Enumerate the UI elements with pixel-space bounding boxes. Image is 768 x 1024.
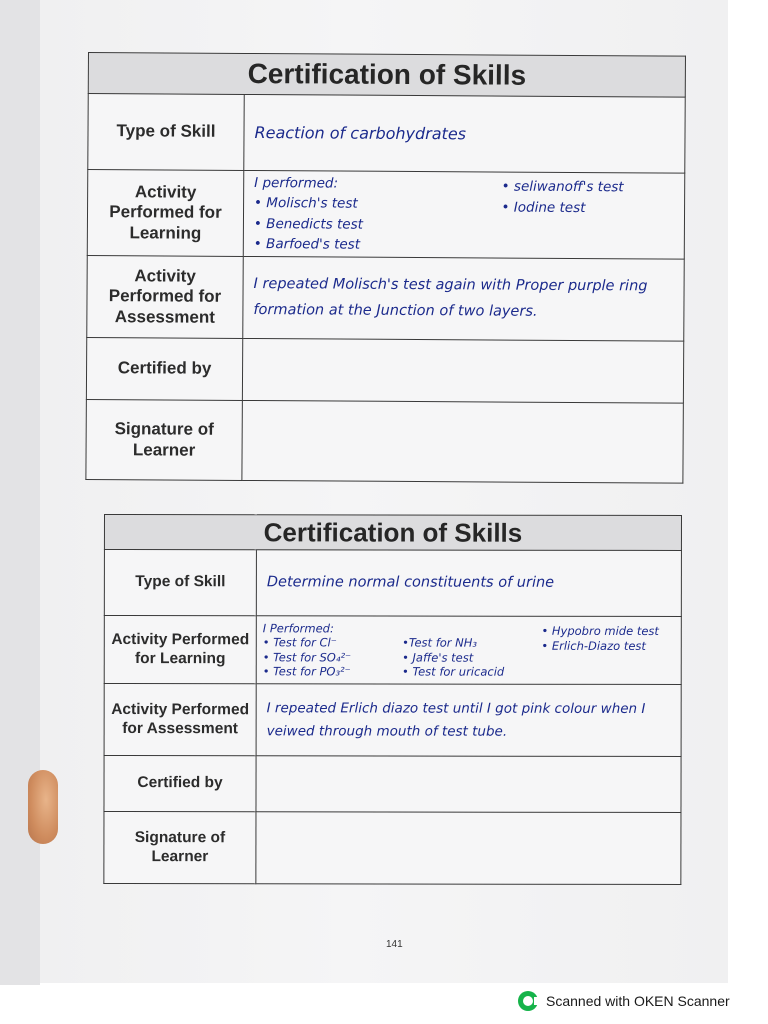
page-number: 141 — [386, 939, 403, 950]
signature-field — [256, 812, 681, 885]
certified-by-field — [242, 338, 683, 403]
thumb-edge — [28, 770, 58, 844]
certified-by-field — [256, 756, 681, 813]
list-item: • Iodine test — [501, 199, 586, 216]
learning-column-1 — [254, 193, 496, 255]
activity-learning-value — [243, 170, 685, 259]
type-of-skill-value: Determine normal constituents of urine — [256, 550, 681, 617]
activity-assessment-value: I repeated Molisch's test again with Proper purple ring formation at the Junction of two layers. — [243, 256, 684, 341]
list-item: • seliwanoff's test — [501, 178, 624, 196]
type-of-skill-label: Type of Skill — [104, 550, 256, 616]
list-item: • Hypobro mide test — [541, 623, 659, 639]
list-item: • Erlich-Diazo test — [541, 638, 646, 653]
certified-by-label: Certified by — [86, 337, 242, 400]
learning-column-1 — [263, 635, 396, 678]
oken-scanner-logo-icon — [518, 991, 538, 1011]
activity-learning-label: Activity Performed for Learning — [87, 170, 244, 257]
certificate-title: Certification of Skills — [104, 515, 681, 551]
list-item: • Jaffe's test — [402, 650, 474, 665]
list-item: • Test for Cl⁻ — [262, 635, 337, 650]
list-item: •Test for NH₃ — [402, 635, 478, 650]
scanner-footer-text: Scanned with OKEN Scanner — [546, 993, 730, 1009]
certificate-title: Certification of Skills — [88, 53, 685, 98]
activity-learning-label: Activity Performed for Learning — [104, 616, 256, 684]
certificate-2 — [103, 514, 682, 885]
list-item: • Test for SO₄²⁻ — [262, 649, 352, 664]
list-item: • Test for PO₃²⁻ — [262, 664, 351, 679]
learning-column-3 — [541, 624, 674, 679]
activity-assessment-value: I repeated Erlich diazo test until I got pink colour when I veiwed through mouth of test tube. — [256, 684, 681, 757]
type-of-skill-value: Reaction of carbohydrates — [244, 94, 685, 173]
activity-assessment-label: Activity Performed for Assessment — [104, 684, 256, 756]
list-item: • Barfoed's test — [253, 235, 361, 253]
learning-column-2 — [402, 636, 535, 679]
signature-label: Signature of Learner — [104, 812, 256, 884]
list-item: • Molisch's test — [254, 195, 358, 212]
signature-label: Signature of Learner — [86, 399, 242, 480]
certificate-1 — [85, 52, 686, 484]
activity-learning-value — [256, 616, 681, 685]
type-of-skill-label: Type of Skill — [88, 94, 244, 171]
learning-column-2 — [501, 177, 674, 257]
list-item: • Test for uricacid — [402, 664, 505, 679]
learning-intro: I Performed: — [262, 621, 334, 636]
signature-field — [242, 400, 683, 483]
learning-intro: I performed: — [254, 175, 339, 192]
activity-assessment-label: Activity Performed for Assessment — [87, 255, 243, 338]
scanner-footer — [518, 990, 730, 1012]
list-item: • Benedicts test — [253, 215, 363, 233]
certified-by-label: Certified by — [104, 756, 256, 812]
